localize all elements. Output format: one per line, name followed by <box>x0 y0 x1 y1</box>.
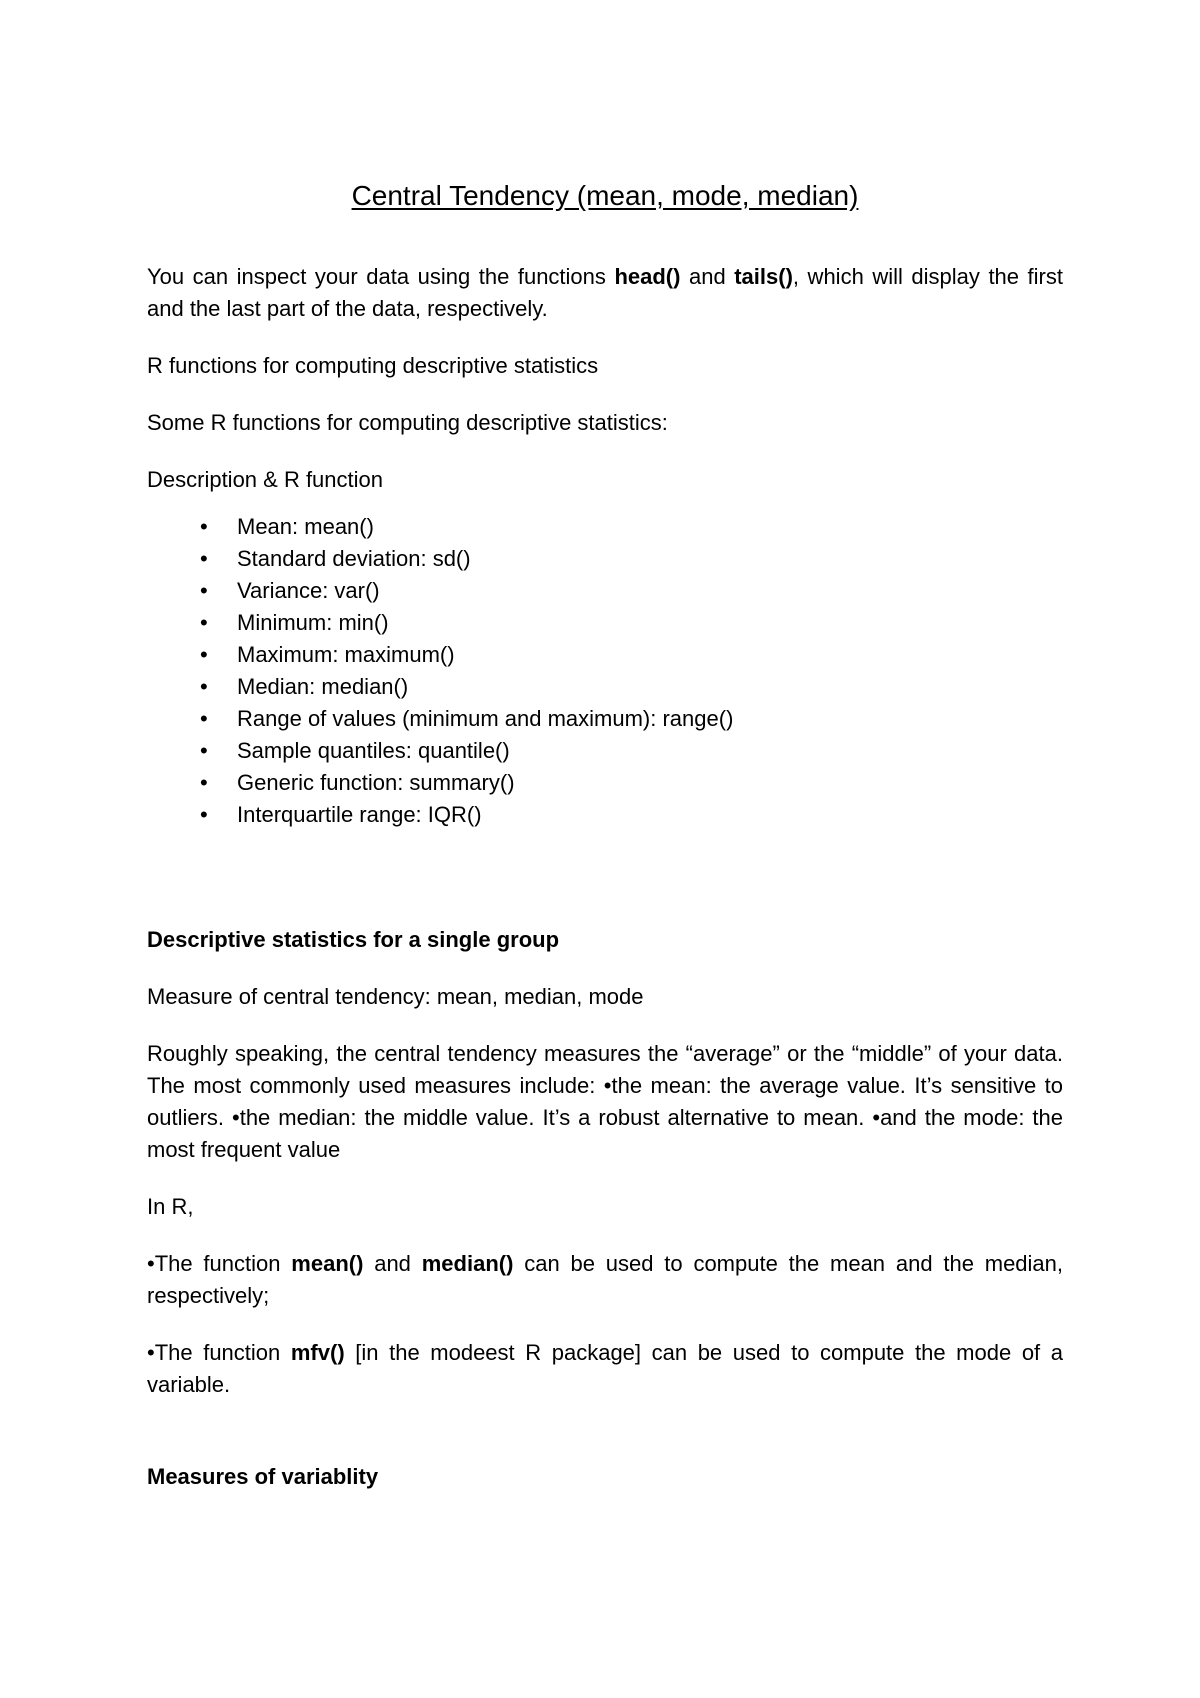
median-function: median() <box>421 1251 514 1276</box>
document-body <box>147 178 1063 1518</box>
list-item: • Range of values (minimum and maximum): range() <box>237 703 1063 735</box>
some-r-functions-paragraph: Some R functions for computing descriptive statistics: <box>147 410 668 435</box>
function-list <box>147 511 1063 831</box>
list-item: • Generic function: summary() <box>237 767 1063 799</box>
r-functions-paragraph: R functions for computing descriptive statistics <box>147 353 599 378</box>
bullet-icon: • <box>200 514 208 539</box>
bullet-icon: • <box>200 738 208 763</box>
intro-paragraph <box>147 261 1063 325</box>
list-item: • Variance: var() <box>237 575 1063 607</box>
bullet-icon: • <box>200 610 208 635</box>
mfv-paragraph: •The function mfv() [in the modeest R package] can be used to compute the mode of a variable. <box>147 1340 1063 1397</box>
description-paragraph: Description & R function <box>147 467 383 492</box>
list-item: • Standard deviation: sd() <box>237 543 1063 575</box>
measure-paragraph: Measure of central tendency: mean, median, mode <box>147 984 644 1009</box>
bullet-icon: • <box>200 546 208 571</box>
intro-text-2: and <box>680 264 735 289</box>
list-item: • Sample quantiles: quantile() <box>237 735 1063 767</box>
bullet-icon: • <box>200 802 208 827</box>
list-item: • Minimum: min() <box>237 607 1063 639</box>
section-heading-single-group: Descriptive statistics for a single group <box>147 927 560 952</box>
bullet-icon: • <box>200 674 208 699</box>
mean-function: mean() <box>291 1251 364 1276</box>
bullet-icon: • <box>200 706 208 731</box>
intro-text-1: You can inspect your data using the functions <box>147 264 615 289</box>
spacer <box>147 1426 1063 1461</box>
section-heading-variability: Measures of variablity <box>147 1464 379 1489</box>
page-title: Central Tendency (mean, mode, median) <box>351 180 859 211</box>
list-item: • Median: median() <box>237 671 1063 703</box>
intro-text-3: , which will display the first and the last part of the data, respectively. <box>147 264 1063 321</box>
list-item: • Interquartile range: IQR() <box>237 799 1063 831</box>
intro-tails-function: tails() <box>734 264 793 289</box>
intro-head-function: head() <box>614 264 681 289</box>
in-r-paragraph: In R, <box>147 1194 194 1219</box>
mfv-function: mfv() <box>290 1340 345 1365</box>
bullet-icon: • <box>200 578 208 603</box>
bullet-icon: • <box>200 770 208 795</box>
spacer <box>147 831 1063 924</box>
list-item: • Mean: mean() <box>237 511 1063 543</box>
bullet-icon: • <box>200 642 208 667</box>
mean-median-paragraph: •The function mean() and median() can be used to compute the mean and the median, respectively; <box>147 1251 1064 1308</box>
list-item: • Maximum: maximum() <box>237 639 1063 671</box>
roughly-paragraph: Roughly speaking, the central tendency measures the “average” or the “middle” of your data. The most commonly used measures include: •the mean: the average value. It’s sensitive to outliers. •the median: the middle value. It’s a robust alternative to mean. •and the mode: the most frequent value <box>147 1041 1063 1162</box>
